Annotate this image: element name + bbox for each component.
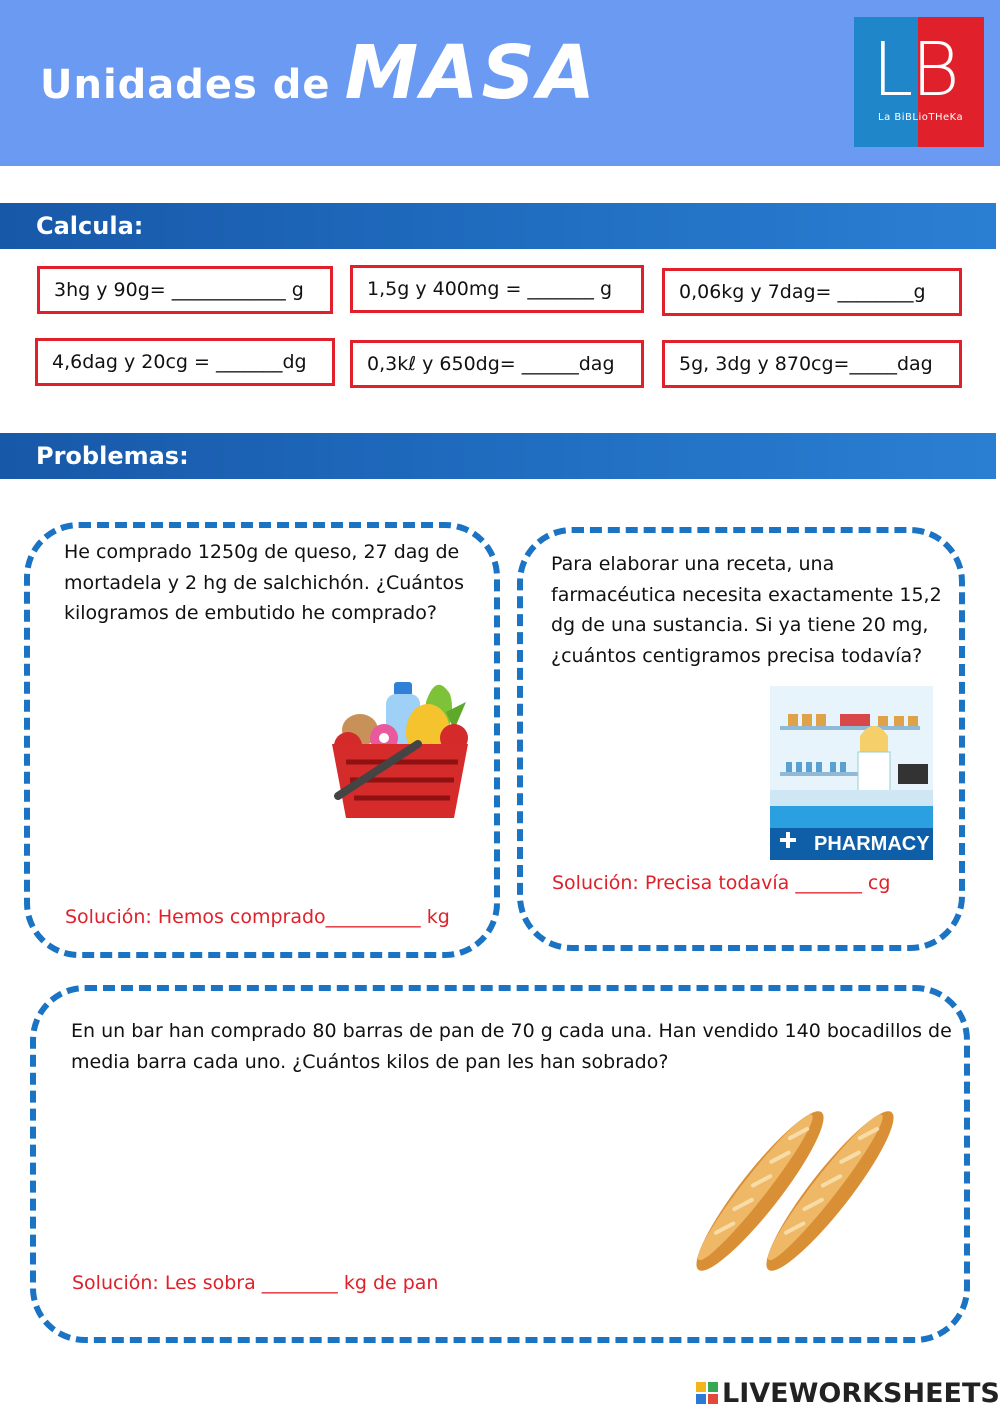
problem-1-text: He comprado 1250g de queso, 27 dag de mortadela y 2 hg de salchichón. ¿Cuántos kilogramos de embutido he comprado? (64, 541, 464, 624)
la-bibliotheka-logo (854, 17, 984, 147)
calc-exercise-4[interactable]: 4,6dag y 20cg = _______dg (35, 338, 335, 386)
calc-exercise-6[interactable]: 5g, 3dg y 870cg=_____dag (662, 340, 962, 388)
calcula-bar (0, 203, 996, 249)
title-prefix: Unidades de (40, 62, 331, 108)
problemas-bar (0, 433, 996, 479)
calc-exercise-5[interactable]: 0,3kℓ y 650dg= ______dag (350, 340, 644, 388)
problem-3-text: En un bar han comprado 80 barras de pan de 70 g cada una. Han vendido 140 bocadillos de media barra cada uno. ¿Cuántos kilos de pan les han sobrado? (71, 1020, 952, 1073)
calc-exercise-3[interactable]: 0,06kg y 7dag= ________g (662, 268, 962, 316)
problem-2-solution[interactable]: Solución: Precisa todavía _______ cg (552, 872, 891, 894)
footer-brand: LIVEWORKSHEETS (722, 1378, 1000, 1409)
grocery-basket-icon (326, 672, 474, 822)
baguette-icon (680, 1096, 920, 1276)
calcula-heading: Calcula: (36, 212, 144, 240)
page-title (40, 30, 598, 116)
liveworksheets-logo-icon (696, 1382, 718, 1404)
problem-2-text: Para elaborar una receta, una farmacéutica necesita exactamente 15,2 dg de una sustancia. Si ya tiene 20 mg, ¿cuántos centigramos precisa todavía? (551, 553, 942, 667)
calc-exercise-1[interactable]: 3hg y 90g= ____________ g (37, 266, 333, 314)
calc-exercise-2[interactable]: 1,5g y 400mg = _______ g (350, 265, 644, 313)
problemas-heading: Problemas: (36, 442, 189, 470)
logo-subtitle: La BiBLioTHeKa (878, 112, 964, 123)
pharmacy-label: PHARMACY (814, 833, 930, 855)
liveworksheets-footer (696, 1378, 1000, 1409)
logo-letters: LB (872, 27, 958, 113)
pharmacy-icon (770, 686, 933, 860)
title-main: MASA (344, 30, 599, 116)
page-header (0, 0, 1000, 166)
problem-3-solution[interactable]: Solución: Les sobra ________ kg de pan (72, 1272, 439, 1294)
problem-1-solution[interactable]: Solución: Hemos comprado__________ kg (65, 906, 450, 928)
